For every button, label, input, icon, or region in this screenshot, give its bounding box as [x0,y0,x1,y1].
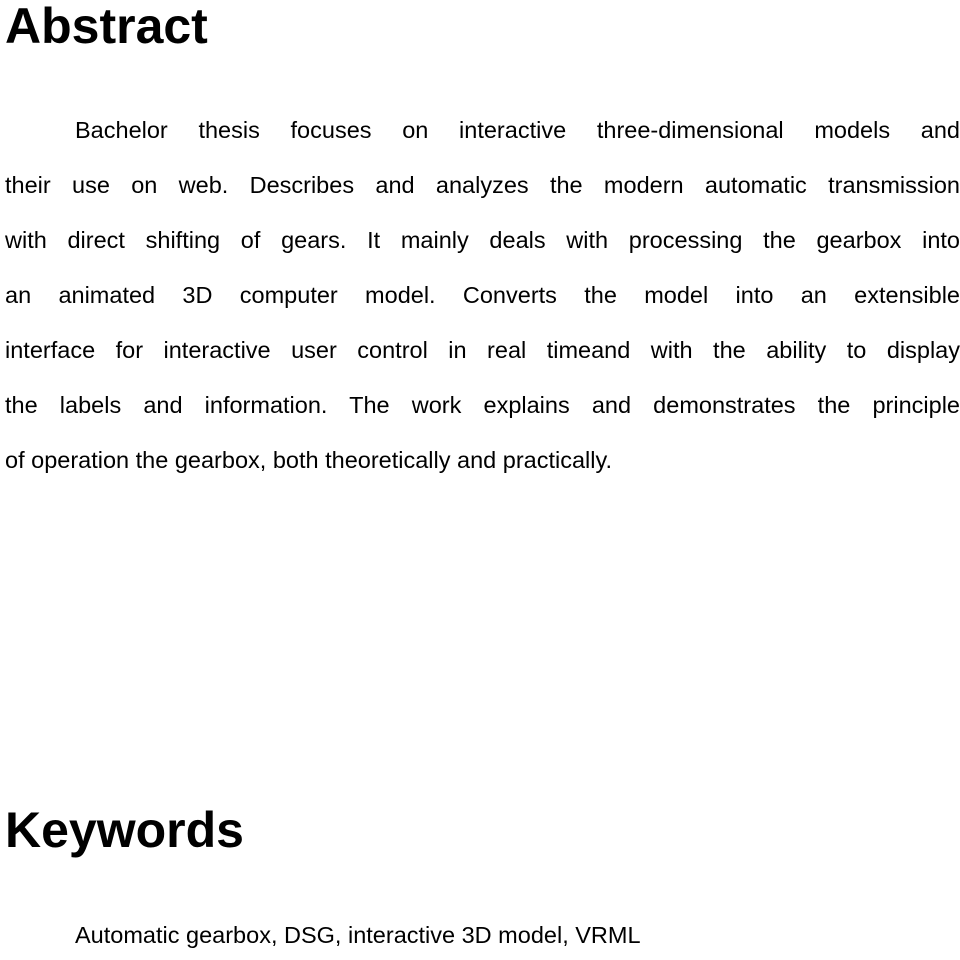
keywords-heading: Keywords [5,802,244,858]
abstract-line: of operation the gearbox, both theoretically and practically. [5,447,613,473]
abstract-paragraph [5,103,960,488]
abstract-line: the labels and information. The work explains and demonstrates the principle [5,392,960,418]
abstract-line: with direct shifting of gears. It mainly deals with processing the gearbox into [5,227,960,253]
abstract-line: interface for interactive user control in real timeand with the ability to display [5,337,960,363]
abstract-line: Bachelor thesis focuses on interactive three-dimensional models and [75,117,960,143]
abstract-heading: Abstract [5,0,208,54]
abstract-line: their use on web. Describes and analyzes the modern automatic transmission [5,172,960,198]
abstract-line: an animated 3D computer model. Converts the model into an extensible [5,282,960,308]
keywords-list: Automatic gearbox, DSG, interactive 3D model, VRML [75,922,641,948]
